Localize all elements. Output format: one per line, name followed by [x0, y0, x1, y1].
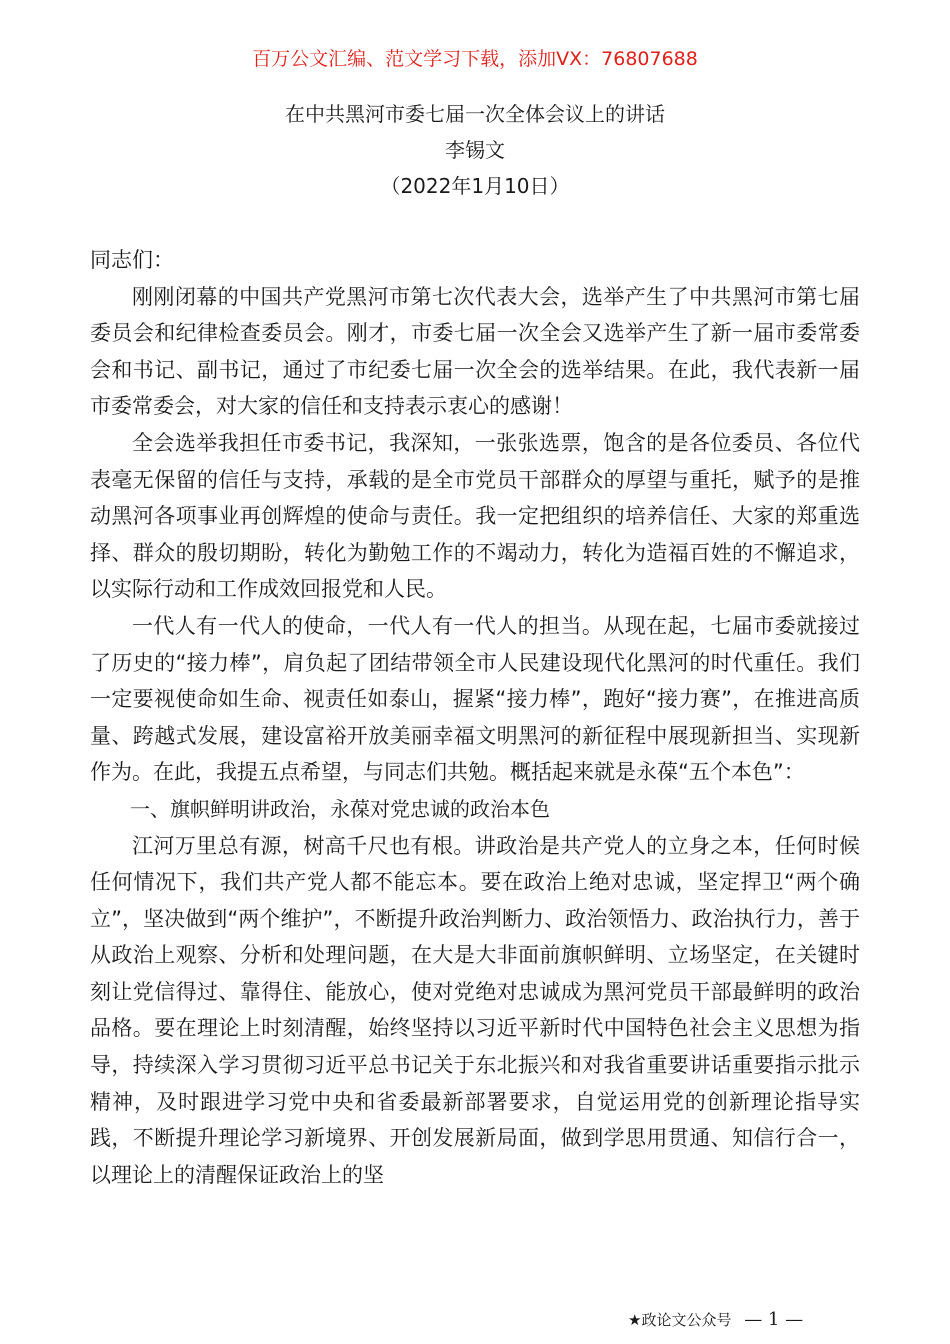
- body-paragraph: 全会选举我担任市委书记，我深知，一张张选票，饱含的是各位委员、各位代表毫无保留的信任与支持，承载的是全市党员干部群众的厚望与重托，赋予的是推动黑河各项事业再创辉煌的使命与责任。我一定把组织的培养信任、大家的郑重选择、群众的殷切期盼，转化为勤勉工作的不竭动力，转化为造福百姓的不懈追求，以实际行动和工作成效回报党和人民。: [90, 430, 860, 602]
- page-footer: [628, 1308, 928, 1332]
- section-heading: 一、旗帜鲜明讲政治，永葆对党忠诚的政治本色: [130, 796, 550, 821]
- body-paragraph: 江河万里总有源，树高千尺也有根。讲政治是共产党人的立身之本，任何时候任何情况下，我们共产党人都不能忘本。要在政治上绝对忠诚，坚定捍卫“两个确立”，坚决做到“两个维护”，不断提升政治判断力、政治领悟力、政治执行力，善于从政治上观察、分析和处理问题，在大是大非面前旗帜鲜明、立场坚定，在关键时刻让党信得过、靠得住、能放心，使对党绝对忠诚成为黑河党员干部最鲜明的政治品格。要在理论上时刻清醒，始终坚持以习近平新时代中国特色社会主义思想为指导，持续深入学习贯彻习近平总书记关于东北振兴和对我省重要讲话重要指示批示精神，及时跟进学习党中央和省委最新部署要求，自觉运用党的创新理论指导实践，不断提升理论学习新境界、开创发展新局面，做到学思用贯通、知信行合一，以理论上的清醒保证政治上的坚: [90, 833, 860, 1187]
- document-body: [90, 242, 860, 1193]
- salutation: 同志们：: [90, 248, 174, 272]
- body-paragraph: 一代人有一代人的使命，一代人有一代人的担当。从现在起，七届市委就接过了历史的“接力棒”，肩负起了团结带领全市人民建设现代化黑河的时代重任。我们一定要视使命如生命、视责任如泰山，握紧“接力棒”，跑好“接力赛”，在推进高质量、跨越式发展，建设富裕开放美丽幸福文明黑河的新征程中展现新担当、实现新作为。在此，我提五点希望，与同志们共勉。概括起来就是永葆“五个本色”：: [90, 613, 860, 785]
- page-number: — 1 —: [744, 1309, 804, 1330]
- document-header: [0, 96, 950, 204]
- body-paragraph: 刚刚闭幕的中国共产党黑河市第七次代表大会，选举产生了中共黑河市第七届委员会和纪律检查委员会。刚才，市委七届一次全会又选举产生了新一届市委常委会和书记、副书记，通过了市纪委七届一次全会的选举结果。在此，我代表新一届市委常委会，对大家的信任和支持表示衷心的感谢！: [90, 284, 860, 419]
- document-date: （2022年1月10日）: [380, 174, 570, 198]
- footer-source: ★政论文公众号: [628, 1311, 732, 1329]
- download-banner: 百万公文汇编、范文学习下载，添加VX：76807688: [252, 48, 698, 70]
- document-title: 在中共黑河市委七届一次全体会议上的讲话: [285, 102, 665, 126]
- document-author: 李锡文: [445, 138, 505, 162]
